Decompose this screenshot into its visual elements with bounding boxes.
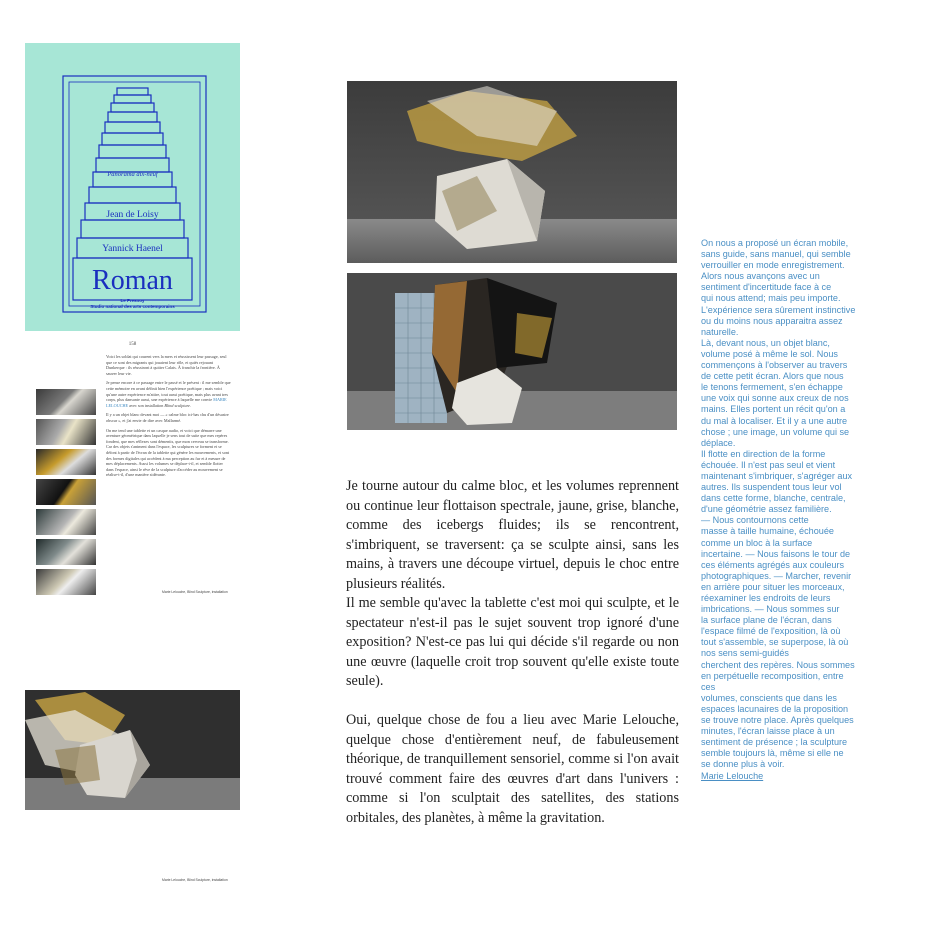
statement-line: sans guide, sans manuel, qui semble bbox=[701, 249, 851, 260]
page-number: 158 bbox=[128, 342, 137, 347]
thumbnail-strip bbox=[36, 389, 96, 599]
statement-line: se trouve notre place. Après quelques bbox=[701, 715, 854, 726]
statement-line: ces éléments agrégés aux couleurs bbox=[701, 559, 845, 570]
statement-line: l'espace filmé de l'exposition, là où bbox=[701, 626, 841, 637]
statement-line: L'expérience sera sûrement instinctive bbox=[701, 304, 856, 315]
statement-line: photographiques. — Marcher, revenir bbox=[701, 570, 852, 581]
statement-line: réexaminer les endroits de leurs bbox=[701, 593, 831, 603]
article-paragraph: Oui, quelque chose de fou a lieu avec Marie Lelouche, quelque chose d'entièrement neuf, de fabuleusement théorique, de tranquillement sensoriel, comme si l'on avait trouvé comment faire des œuvres d'art dans l'univers : comme si l'on sculptait des satellites, des stations orbitales, des planètes, à même la gravitation. bbox=[346, 712, 679, 826]
statement-line: sentiment d'incertitude face à ce bbox=[701, 282, 832, 293]
statement-line: ces bbox=[701, 681, 716, 692]
small-page-text bbox=[106, 354, 231, 482]
publisher-name: Le Fresnoy bbox=[120, 298, 145, 303]
statement-line: dans cette forme, blanche, centrale, bbox=[701, 493, 846, 504]
small-paragraph: On me tend une tablette et un casque audio, et voici que démarre une aventure géométrique dans laquelle je sens tout de suite que mes repères fondent, que mes réflexes sont démentis, que mon cerveau se transforme. Car des objets s'animent dans l'espace, les sculptures se forment et se défont à partir de l'écran de la tablette qui génère les mouvements, et sont des formes digitales qui accèdent à ma perception au fur et à mesure de mes déplacements. Aussi les volumes se déplace-t-il, et semble flotter dans l'espace, ainsi le rêve de la sculpture d'accéder au mouvement se réalise-t-il, d'une manière sidérante. bbox=[106, 427, 230, 478]
cover-author: Yannick Haenel bbox=[102, 244, 163, 254]
statement-lines bbox=[701, 238, 867, 771]
statement-line: chose ; une image, un volume qui se bbox=[701, 426, 850, 437]
statement-line: Il flotte en direction de la forme bbox=[701, 448, 826, 459]
publisher-subtitle: Studio national des arts contemporains bbox=[90, 303, 175, 309]
thumbnail-image bbox=[36, 539, 96, 565]
statement-line: volumes, conscients que dans les bbox=[701, 692, 837, 703]
statement-line: ou du moins nous apparaitra assez bbox=[701, 315, 843, 326]
statement-line: le tenons fermement, s'en échappe bbox=[701, 382, 843, 393]
statement-line: mains. Elles portent un récit qu'on a bbox=[701, 404, 846, 415]
thumbnail-image bbox=[36, 569, 96, 595]
statement-line: verrouiller en mode enregistrement. bbox=[701, 260, 845, 271]
statement-line: qui nous attend; mais peu importe. bbox=[701, 293, 841, 304]
cover-title: Roman bbox=[92, 265, 173, 296]
statement-line: nos sens semi-guidés bbox=[701, 648, 789, 659]
image-caption: Marie Lelouche, Blind Sculpture, installation bbox=[162, 878, 228, 882]
statement-line: On nous a proposé un écran mobile, bbox=[701, 238, 849, 248]
artist-statement bbox=[701, 238, 867, 782]
small-paragraph: Je pense encore à ce passage entre le passé et le présent : il me semble que cette mémoire en avant définit bien l'expérience poétique ; mais voici qu'une autre expérience m'attire, tout aussi poétique, mais plus avant tres corps, plus dansante aussi, une expérience à laquelle me convie MARIE LELOUCHE avec son installation Blind sculpture. bbox=[106, 380, 231, 408]
article-paragraph: Il me semble qu'avec la tablette c'est moi qui sculpte, et le spectateur n'est-il pas le sujet souvent trop ignoré d'une exposition? N'est-ce pas lui qui décide s'il regarde ou non une œuvre (laquelle croit trop souvent qu'elle existe toute seule). bbox=[346, 595, 679, 689]
statement-line: naturelle. bbox=[701, 326, 739, 337]
cover-subtitle: Panorama dix-neuf bbox=[107, 171, 158, 178]
statement-line: volume posé à même le sol. Nous bbox=[701, 348, 838, 359]
thumbnail-image bbox=[36, 479, 96, 505]
installation-photo bbox=[347, 273, 677, 430]
installation-photo bbox=[347, 81, 677, 263]
statement-line: semble toujours là, même si elle ne bbox=[701, 748, 844, 759]
statement-line: en perpétuelle recomposition, entre bbox=[701, 670, 844, 681]
statement-line: maintenant s'imbriquer, s'agréger aux bbox=[701, 470, 853, 481]
statement-line: autres. Ils suspendent tous leur vol bbox=[701, 482, 842, 493]
main-article-text bbox=[346, 477, 679, 828]
image-caption: Marie Lelouche, Blind Sculpture, installation bbox=[162, 590, 228, 594]
article-paragraph: Je tourne autour du calme bloc, et les volumes reprennent ou continue leur flottaison spectrale, jaune, grise, blanche, comme des icebergs fluides; ils se rencontrent, s'imbriquent, se traversent: ça se sculpte ainsi, sans les mains, à travers une découpe virtuel, depuis le choc entre plusieurs réalités. bbox=[346, 478, 679, 592]
small-paragraph: Voici les soldat qui courent vers la mers et réussissent leur passage, seul que ce sont des migrants qui jouaient leur rôle, et quiés rejouant Dunkerque : ils réussiront à quitter Calais. À franchir la frontière. À sauver leur vie. bbox=[106, 354, 227, 376]
statement-line: incertaine. — Nous faisons le tour de bbox=[701, 548, 851, 559]
thumbnail-image bbox=[36, 449, 96, 475]
installation-title: Blind sculpture. bbox=[164, 402, 192, 408]
statement-line: la surface plane de l'écran, dans bbox=[701, 615, 832, 626]
statement-line: Alors nous avançons avec un bbox=[701, 271, 820, 282]
thumbnail-image bbox=[36, 389, 96, 415]
artist-highlight: MARIE LELOUCHE bbox=[106, 397, 227, 408]
statement-line: imbrications. — Nous sommes sur bbox=[701, 604, 840, 615]
statement-line: masse à taille humaine, échouée bbox=[701, 526, 834, 537]
book-cover bbox=[25, 43, 240, 331]
statement-line: comme un bloc à la surface bbox=[701, 537, 813, 548]
cover-author: Jean de Loisy bbox=[106, 210, 159, 220]
statement-line: de cette petit écran. Alors que nous bbox=[701, 371, 844, 382]
statement-line: Là, devant nous, un objet blanc, bbox=[701, 337, 830, 348]
thumbnail-image bbox=[36, 509, 96, 535]
statement-line: sentiment de présence ; la sculpture bbox=[701, 737, 848, 748]
thumbnail-image bbox=[36, 419, 96, 445]
statement-line: se donne plus à voir. bbox=[701, 759, 785, 770]
statement-line: — Nous contournons cette bbox=[701, 515, 809, 526]
small-paragraph: Il y a un objet blanc devant moi — « calme bloc ici-bas chu d'un désastre obscur », et j'ai envie de dire avec Mallarmé. bbox=[106, 412, 229, 423]
statement-line: d'une géométrie assez familière. bbox=[701, 504, 832, 515]
statement-line: cherchent des repères. Nous sommes bbox=[701, 659, 855, 670]
statement-line: espaces lacunaires de la proposition bbox=[701, 703, 849, 714]
statement-line: en arrière pour situer les morceaux, bbox=[701, 581, 845, 592]
statement-line: du mal à localiser. Et il y a une autre bbox=[701, 415, 848, 426]
statement-line: échouée. Il n'est pas seul et vient bbox=[701, 459, 836, 470]
statement-line: commençons à l'observer au travers bbox=[701, 360, 848, 371]
artist-signature: Marie Lelouche bbox=[701, 770, 764, 781]
statement-line: tout s'assemble, se superpose, là où bbox=[701, 637, 849, 648]
statement-line: déplace. bbox=[701, 437, 736, 448]
statement-line: une voix qui sonne aux creux de nos bbox=[701, 393, 849, 404]
cover-publisher bbox=[25, 298, 240, 310]
statement-line: minutes, l'écran laisse place à un bbox=[701, 726, 835, 737]
installation-photo bbox=[25, 690, 240, 810]
